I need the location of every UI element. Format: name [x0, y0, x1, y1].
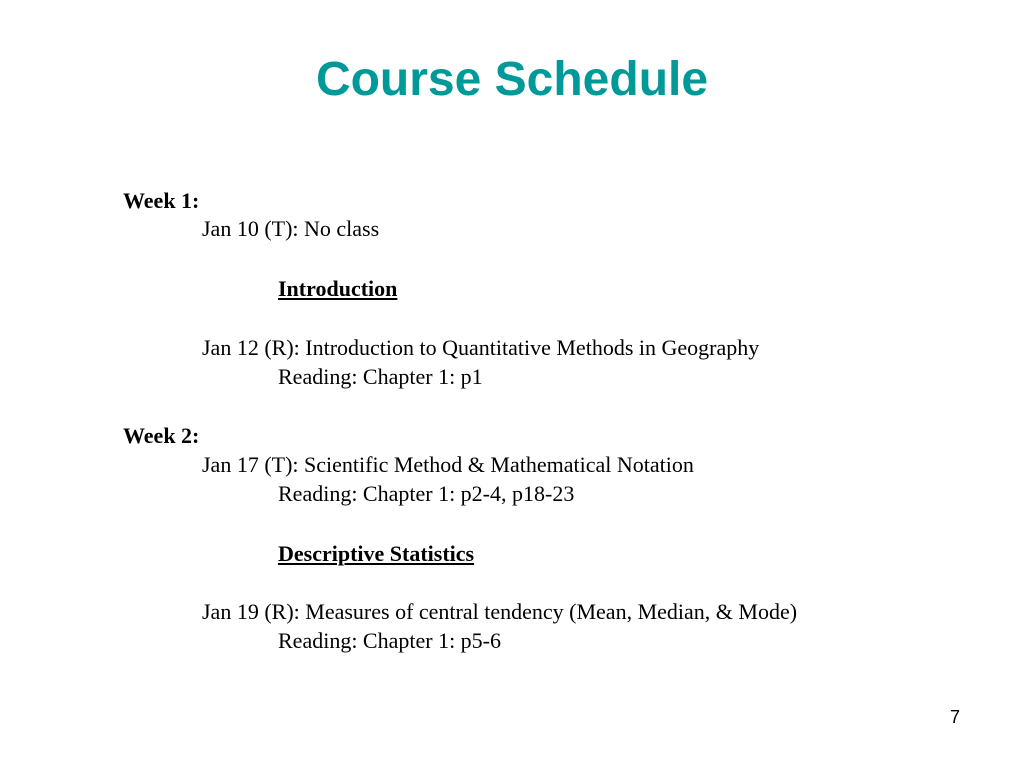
week-1-reading-jan-12: Reading: Chapter 1: p1 — [278, 364, 483, 389]
page-number: 7 — [949, 707, 960, 727]
week-1-heading: Week 1: — [123, 188, 200, 213]
week-1-entry-jan-12: Jan 12 (R): Introduction to Quantitative Methods in Geography — [202, 335, 760, 360]
slide-title: Course Schedule — [315, 53, 709, 106]
week-2-entry-jan-19: Jan 19 (R): Measures of central tendency (Mean, Median, & Mode) — [202, 599, 798, 624]
week-2-entry-jan-17: Jan 17 (T): Scientific Method & Mathematical Notation — [202, 452, 694, 477]
week-1-entry-jan-10: Jan 10 (T): No class — [202, 216, 380, 241]
section-heading-introduction: Introduction — [278, 276, 398, 301]
section-heading-descriptive-statistics: Descriptive Statistics — [278, 541, 475, 566]
week-2-reading-jan-17: Reading: Chapter 1: p2-4, p18-23 — [278, 481, 575, 506]
week-2-heading: Week 2: — [123, 423, 200, 448]
week-2-reading-jan-19: Reading: Chapter 1: p5-6 — [278, 628, 502, 653]
